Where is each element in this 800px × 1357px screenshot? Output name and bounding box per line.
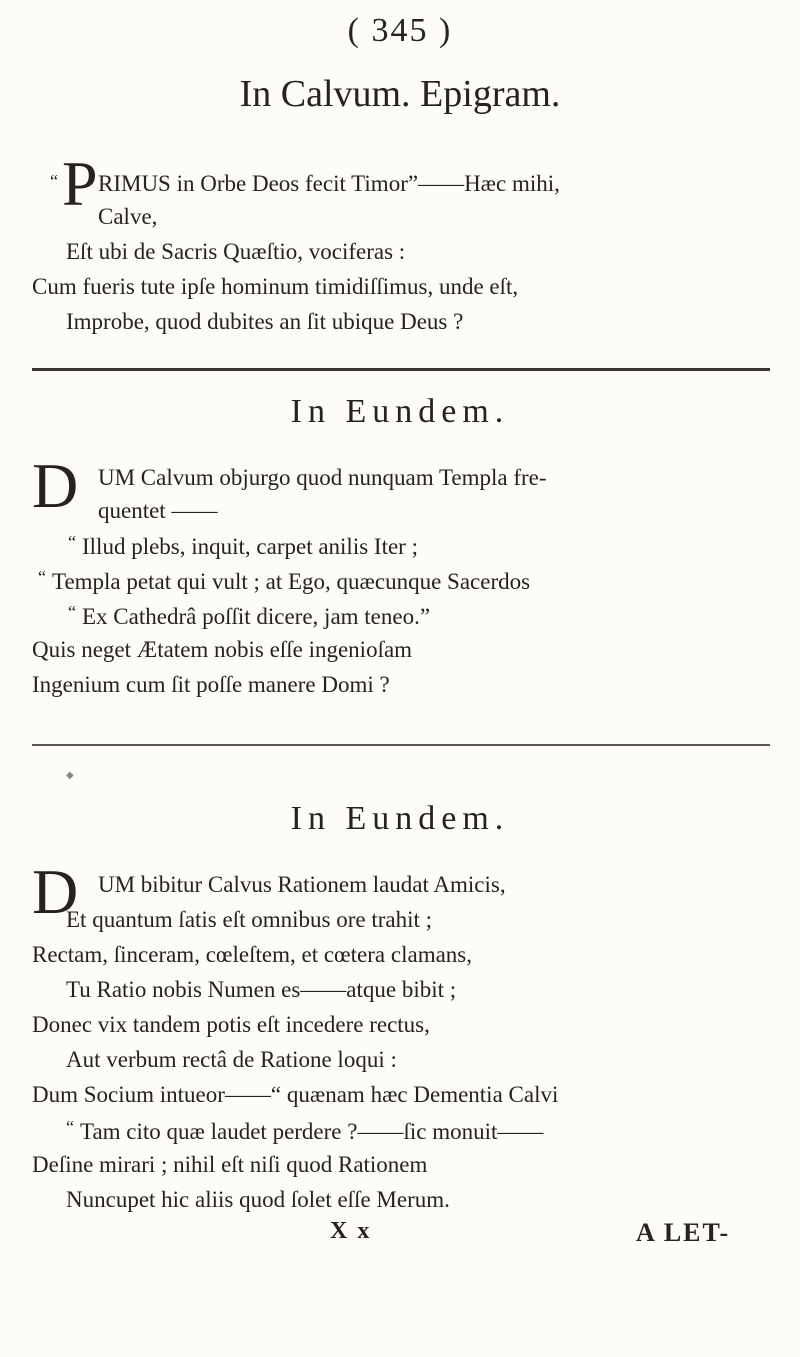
drop-cap: P	[62, 148, 98, 219]
quote-mark: “	[66, 1117, 74, 1137]
quote-mark: “	[68, 602, 76, 622]
section-heading: In Calvum. Epigram.	[239, 73, 561, 115]
quote-mark: “	[50, 171, 58, 191]
verse-line: Rectam, ſinceram, cœleſtem, et cœtera clamans,	[32, 942, 472, 967]
verse-line: “ Tam cito quæ laudet perdere ?——ſic monuit——	[66, 1117, 544, 1144]
verse-line: “ Templa petat qui vult ; at Ego, quæcunque Sacerdos	[38, 567, 531, 594]
verse-line: Eſt ubi de Sacris Quæſtio, vociferas :	[66, 239, 406, 264]
quote-mark: “	[68, 532, 76, 552]
page-number: ( 345 )	[347, 12, 453, 49]
drop-cap: D	[32, 450, 79, 521]
verse-line: Dum Socium intueor——“ quænam hæc Dementia Calvi	[32, 1082, 559, 1107]
quote-mark: “	[38, 567, 46, 587]
verse-line: Donec vix tandem potis eſt incedere rectus,	[32, 1012, 430, 1037]
verse-line: Calve,	[98, 204, 158, 229]
verse-line: Cum fueris tute ipſe hominum timidiſſimus, unde eſt,	[32, 274, 519, 299]
catchword: A LET-	[636, 1218, 731, 1247]
ornament-mark: ◆	[66, 770, 74, 781]
verse-line: “ Illud plebs, inquit, carpet anilis Iter ;	[68, 532, 418, 559]
section-divider	[32, 368, 770, 371]
verse-line: UM Calvum objurgo quod nunquam Templa fre-	[98, 465, 547, 490]
verse-line: Nuncupet hic aliis quod ſolet eſſe Merum.	[66, 1187, 450, 1212]
signature-mark: X x	[330, 1218, 372, 1244]
section-heading: In Eundem.	[290, 800, 510, 837]
verse-line: Quis neget Ætatem nobis eſſe ingenioſam	[32, 637, 413, 662]
verse-line: “ Ex Cathedrâ poſſit dicere, jam teneo.”	[68, 602, 431, 629]
section-heading: In Eundem.	[290, 393, 510, 430]
verse-line: Improbe, quod dubites an ſit ubique Deus ?	[66, 309, 464, 334]
verse-line: Aut verbum rectâ de Ratione loqui :	[66, 1047, 397, 1072]
verse-line: Tu Ratio nobis Numen es——atque bibit ;	[66, 977, 457, 1002]
verse-line: Deſine mirari ; nihil eſt niſi quod Rationem	[32, 1152, 428, 1177]
drop-cap: D	[32, 856, 79, 927]
section-divider	[32, 744, 770, 746]
verse-line: Et quantum ſatis eſt omnibus ore trahit ;	[66, 907, 433, 932]
verse-line: Ingenium cum ſit poſſe manere Domi ?	[32, 672, 390, 697]
verse-line: “ RIMUS in Orbe Deos fecit Timor”——Hæc mihi,	[50, 171, 560, 196]
verse-line: UM bibitur Calvus Rationem laudat Amicis,	[98, 872, 506, 897]
verse-line: quentet ——	[98, 498, 218, 523]
